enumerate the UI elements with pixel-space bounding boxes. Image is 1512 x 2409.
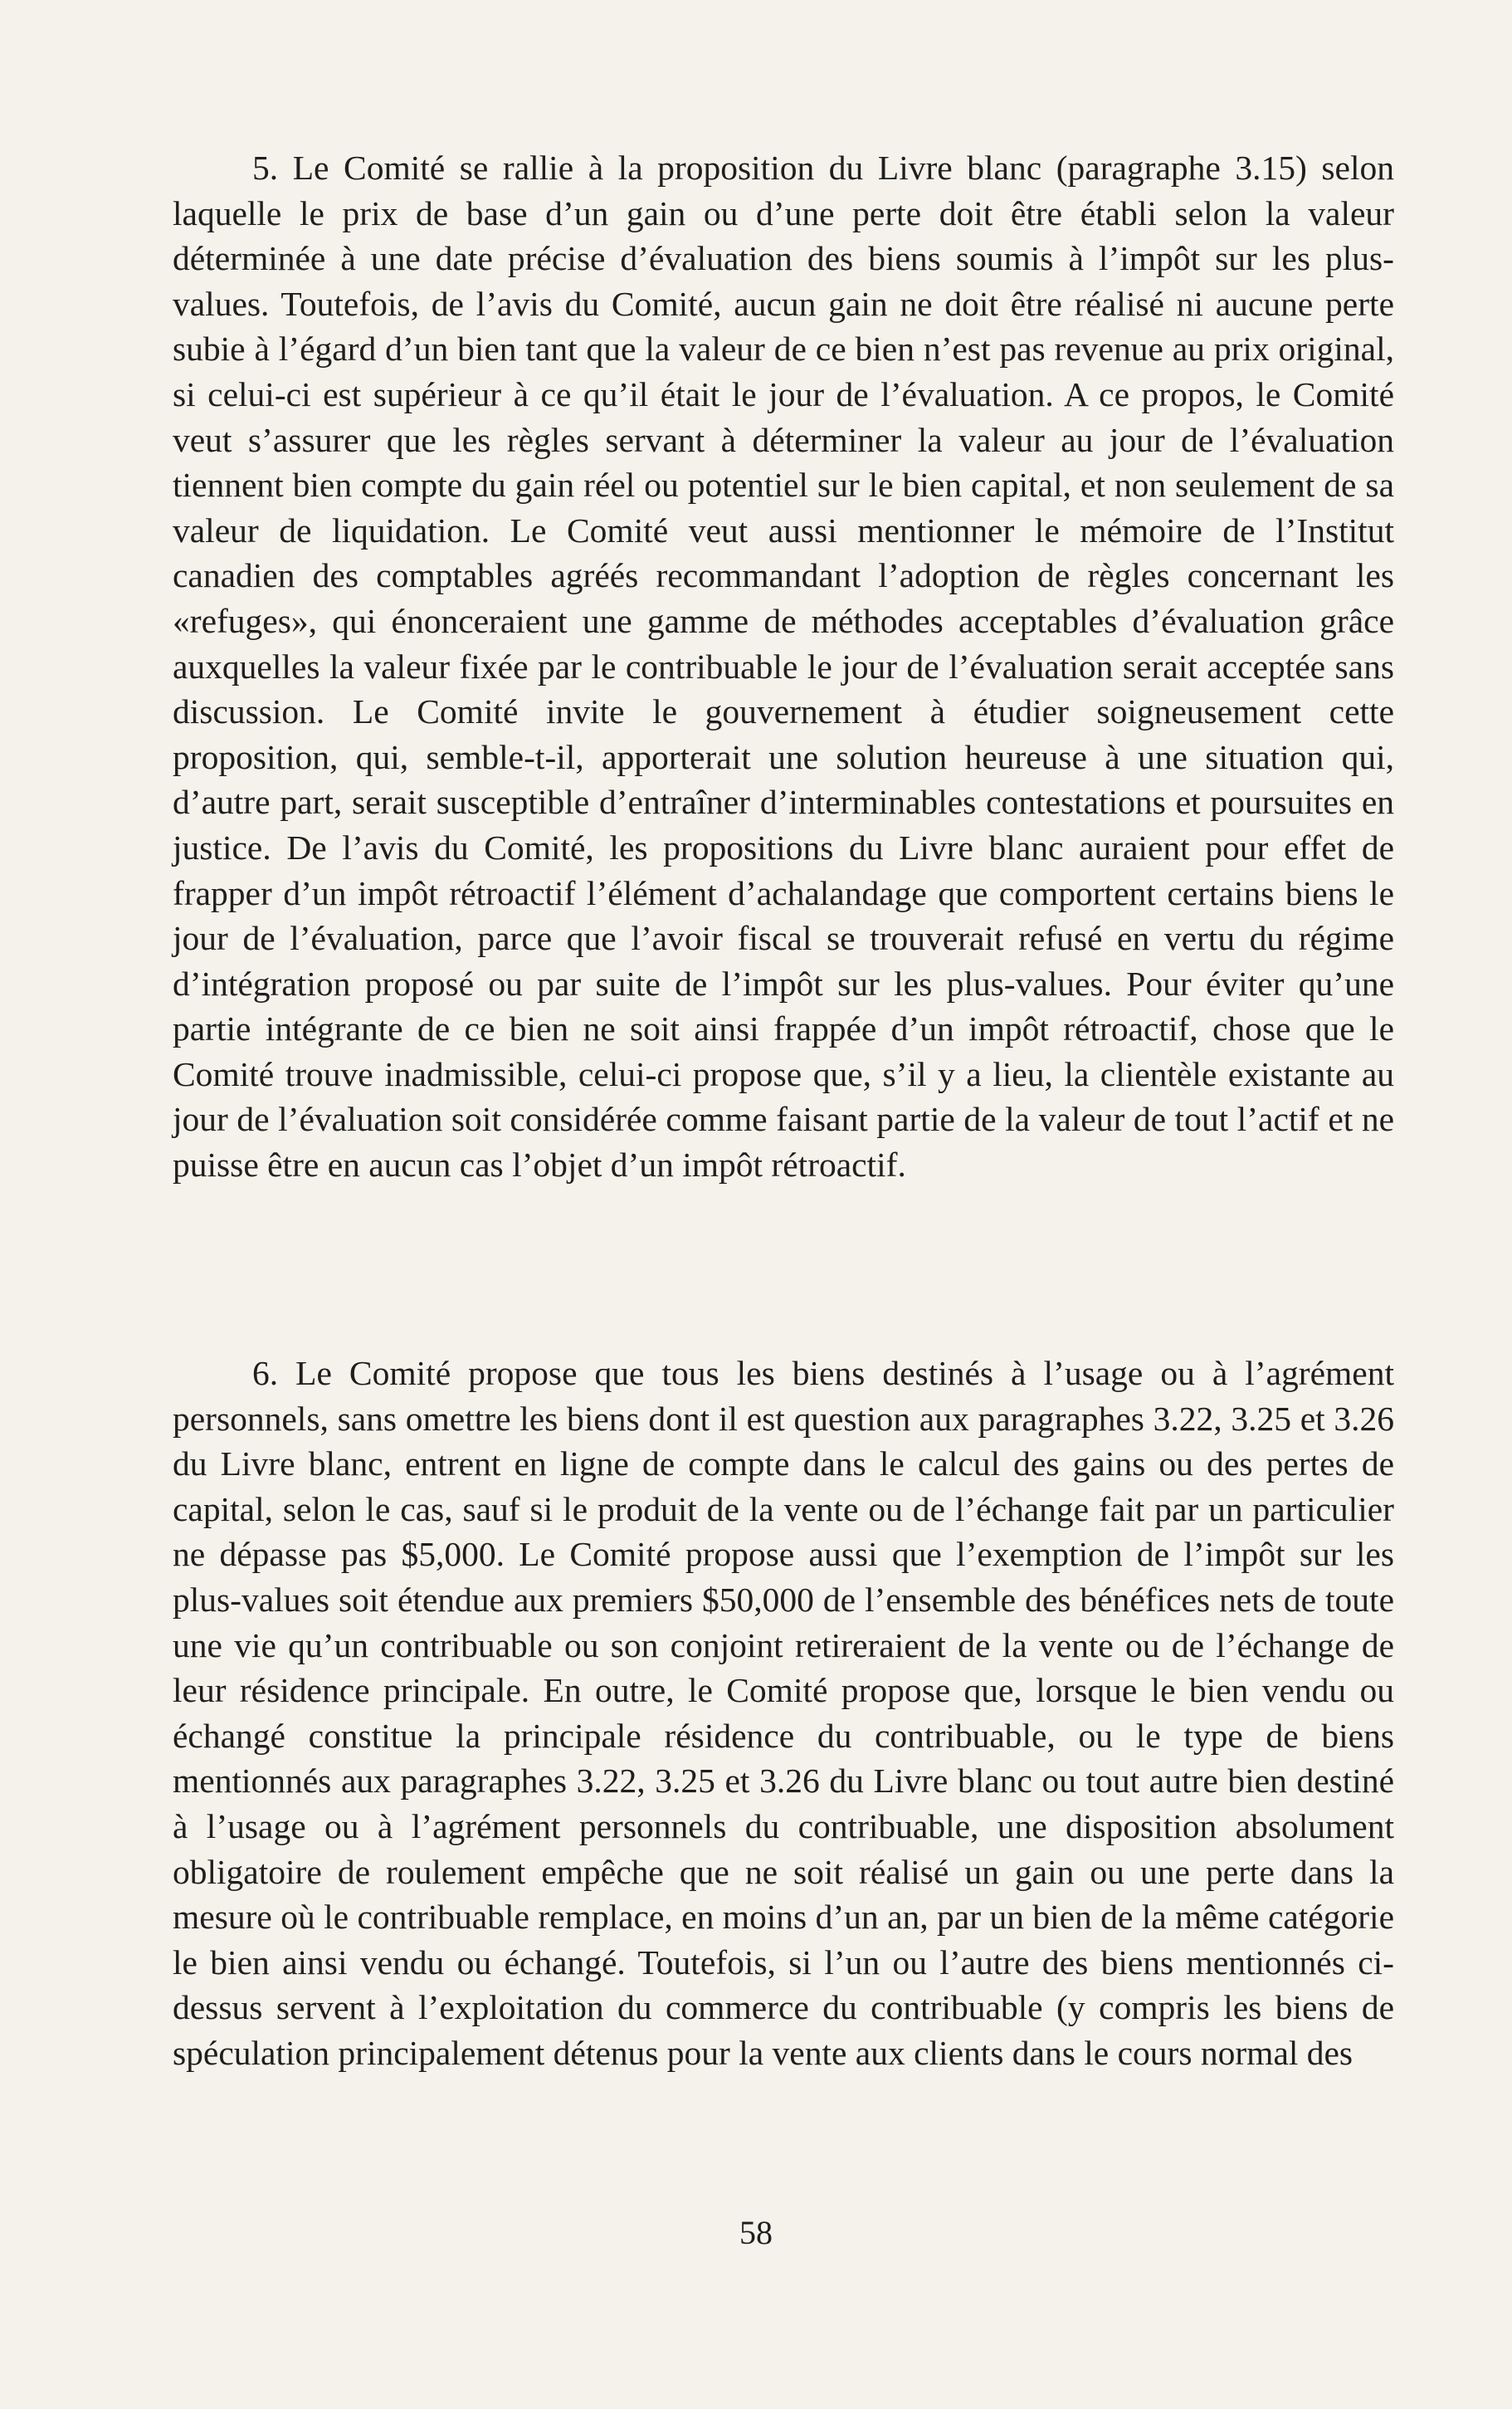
paragraph-number: 6. [252,1354,279,1392]
paragraph-6 [173,1351,1394,2076]
paragraph-body [173,145,1394,1188]
paragraph-5 [173,145,1394,1188]
paragraph-number: 5. [252,149,279,187]
page-number: 58 [739,2214,773,2251]
paragraph-body [173,1351,1394,2076]
paragraph-text: Le Comité se rallie à la proposition du Livre blanc (paragraphe 3.15) selon laquelle le prix de base d’un gain ou d’une perte doit être établi selon la valeur déterminée à une date précise d’évaluation des biens soumis à l’impôt sur les plus-values. Toutefois, de l’avis du Comité, aucun gain ne doit être réalisé ni aucune perte subie à l’égard d’un bien tant que la valeur de ce bien n’est pas revenue au prix original, si celui-ci est supérieur à ce qu’il était le jour de l’évaluation. A ce propos, le Comité veut s’assurer que les règles servant à déterminer la valeur au jour de l’évaluation tiennent bien compte du gain réel ou potentiel sur le bien capital, et non seulement de sa valeur de liquidation. Le Comité veut aussi mentionner le mémoire de l’Institut canadien des comptables agréés recommandant l’adoption de règles concernant les «refuges», qui énonceraient une gamme de méthodes acceptables d’évaluation grâce auxquelles la valeur fixée par le contribuable le jour de l’évaluation serait acceptée sans discussion. Le Comité invite le gouvernement à étudier soigneusement cette proposition, qui, semble-t-il, apporterait une solution heureuse à une situation qui, d’autre part, serait susceptible d’entraîner d’interminables contestations et poursuites en justice. De l’avis du Comité, les propositions du Livre blanc auraient pour effet de frapper d’un impôt rétroactif l’élément d’achalandage que comportent certains biens le jour de l’évaluation, parce que l’avoir fiscal se trouverait refusé en vertu du régime d’intégration proposé ou par suite de l’impôt sur les plus-values. Pour éviter qu’une partie intégrante de ce bien ne soit ainsi frappée d’un impôt rétroactif, chose que le Comité trouve inadmissible, celui-ci propose que, s’il y a lieu, la clientèle existante au jour de l’évaluation soit considérée comme faisant partie de la valeur de tout l’actif et ne puisse être en aucun cas l’objet d’un impôt rétroactif. [173,149,1394,1185]
paragraph-text: Le Comité propose que tous les biens destinés à l’usage ou à l’agrément personnels, sans omettre les biens dont il est question aux paragraphes 3.22, 3.25 et 3.26 du Livre blanc, entrent en ligne de compte dans le calcul des gains ou des pertes de capital, selon le cas, sauf si le produit de la vente ou de l’échange fait par un particulier ne dépasse pas $5,000. Le Comité propose aussi que l’exemption de l’impôt sur les plus-values soit étendue aux premiers $50,000 de l’ensemble des bénéfices nets de toute une vie qu’un contribuable ou son conjoint retireraient de la vente ou de l’échange de leur résidence principale. En outre, le Comité propose que, lorsque le bien vendu ou échangé constitue la principale résidence du contribuable, ou le type de biens mentionnés aux paragraphes 3.22, 3.25 et 3.26 du Livre blanc ou tout autre bien destiné à l’usage ou à l’agrément personnels du contribuable, une disposition absolument obligatoire de roulement empêche que ne soit réalisé un gain ou une perte dans la mesure où le contribuable remplace, en moins d’un an, par un bien de la même catégorie le bien ainsi vendu ou échangé. Toutefois, si l’un ou l’autre des biens mentionnés ci-dessus servent à l’exploitation du commerce du contribuable (y compris les biens de spéculation principalement détenus pour la vente aux clients dans le cours normal des [173,1354,1394,2072]
